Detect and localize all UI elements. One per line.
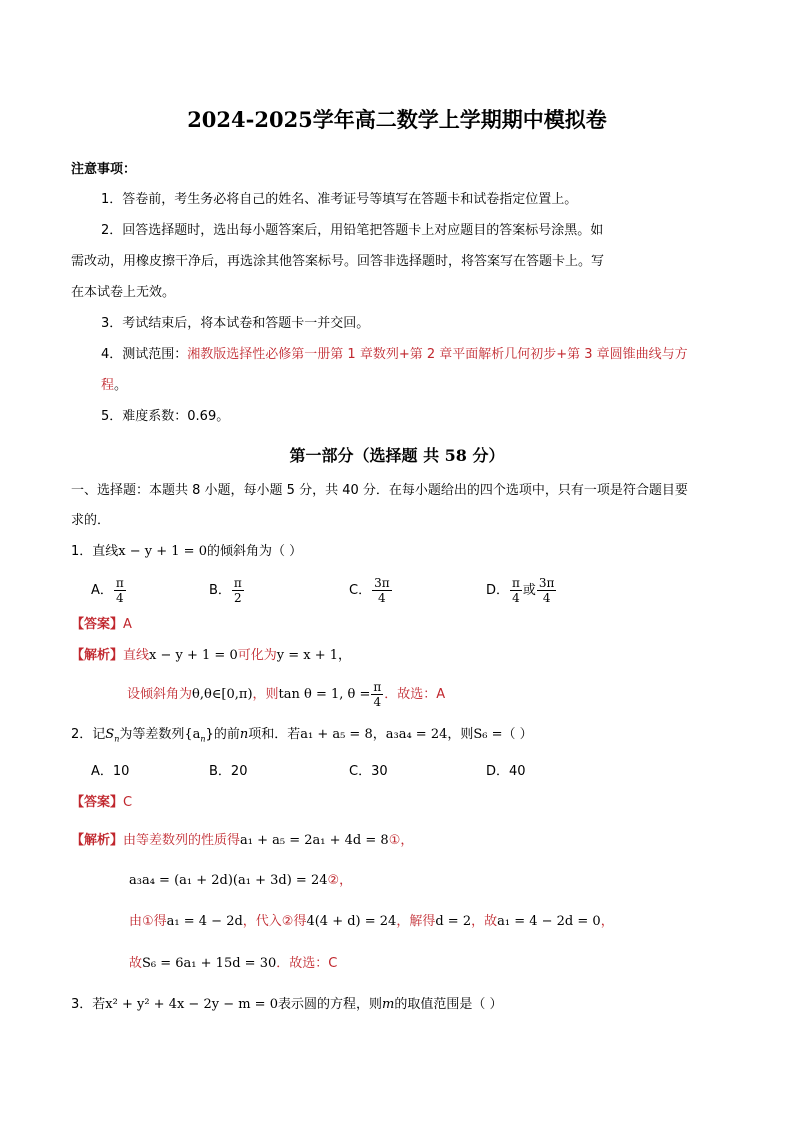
text: ．故选：C — [276, 956, 338, 971]
q1-analysis-line-2 — [127, 680, 445, 709]
math: y = x + 1 — [276, 648, 339, 663]
notice-item-4-line-2 — [101, 378, 127, 394]
text: 由①得 — [129, 914, 167, 929]
math: m — [382, 997, 395, 1012]
text: ，故 — [471, 914, 498, 929]
q1-option-d-fraction-1 — [510, 576, 522, 605]
notice-item-4-line-1 — [101, 347, 688, 363]
q2-option-b: B．20 — [209, 764, 248, 779]
fraction-numerator: π — [512, 576, 520, 590]
q1-analysis-line-1 — [71, 648, 351, 664]
math: a₁ = 4 − 2d — [166, 914, 243, 929]
text: ，代入②得 — [242, 914, 307, 929]
q1-answer — [71, 617, 132, 633]
fraction-numerator: 3π — [374, 576, 390, 590]
text: （ ） — [502, 727, 533, 742]
math: a₁ + a₅ = 8 — [300, 727, 373, 742]
answer-label: 【答案】 — [71, 617, 124, 632]
notice-item-4-scope-end: 程 — [101, 378, 115, 393]
q1-option-c-label: C． — [349, 583, 372, 598]
math: θ,θ∈[0,π) — [192, 687, 253, 702]
q3-stem — [71, 997, 502, 1013]
notice-item-3: 3．考试结束后，将本试卷和答题卡一并交回。 — [101, 316, 370, 331]
notice-item-4-end: 。 — [114, 378, 128, 393]
q1-option-c-fraction — [372, 576, 392, 605]
fraction-numerator: 3π — [538, 576, 555, 590]
q2-option-c: C．30 — [349, 764, 388, 779]
q1-option-b — [209, 576, 245, 605]
q2-option-a: A．10 — [91, 764, 130, 779]
q1-stem — [71, 544, 302, 560]
text: ，则 — [447, 727, 474, 742]
text: 表示圆的方程，则 — [277, 997, 382, 1012]
q1-suffix: 的倾斜角为（ ） — [206, 544, 303, 559]
q1-option-a-fraction — [114, 576, 126, 605]
math: a₁ + a₅ = 2a₁ + 4d = 8 — [240, 833, 389, 848]
text: 可化为 — [237, 648, 277, 663]
fraction-numerator: π — [115, 576, 124, 590]
q2-stem — [71, 727, 533, 748]
notice-item-2-line-2: 需改动，用橡皮擦干净后，再选涂其他答案标号。回答非选择题时，将答案写在答题卡上。写 — [71, 254, 605, 269]
text: 故 — [129, 956, 143, 971]
q2-analysis-line-2 — [129, 873, 352, 889]
q1-option-d — [486, 576, 557, 605]
text: ， — [372, 727, 386, 742]
q1-option-b-label: B． — [209, 583, 231, 598]
fraction-numerator: π — [233, 576, 242, 590]
marker-1: ① — [388, 833, 401, 848]
marker-2: ② — [327, 873, 340, 888]
text: 的取值范围是（ ） — [394, 997, 503, 1012]
math: S — [105, 727, 115, 742]
math: n — [239, 727, 249, 742]
part1-intro-line-1: 一、选择题：本题共 8 小题，每小题 5 分，共 40 分．在每小题给出的四个选项中，只有一项是符合题目要 — [71, 483, 688, 498]
text: ， — [600, 914, 614, 929]
fraction-denominator: 4 — [542, 591, 551, 605]
notice-item-1: 1．答卷前，考生务必将自己的姓名、准考证号等填写在答题卡和试卷指定位置上。 — [101, 192, 578, 207]
q1-option-a — [91, 576, 127, 605]
math: a₃a₄ = 24 — [385, 727, 448, 742]
fraction-denominator: 4 — [378, 591, 386, 605]
q1-answer-value: A — [123, 617, 132, 632]
math: a₃a₄ = (a₁ + 2d)(a₁ + 3d) = 24 — [129, 873, 328, 888]
text: 项和．若 — [248, 727, 301, 742]
math: {a — [184, 727, 201, 742]
text: ，则 — [252, 687, 279, 702]
q2-analysis-line-4 — [129, 956, 337, 972]
q1-option-d-label: D． — [486, 583, 510, 598]
q2-answer — [71, 795, 132, 811]
text: ， — [338, 648, 352, 663]
q1-prefix: 1．直线 — [71, 544, 119, 559]
notice-item-2-line-3: 在本试卷上无效。 — [71, 285, 176, 300]
math: tan θ = 1, θ = — [278, 687, 371, 702]
q2-analysis-line-1 — [71, 833, 413, 849]
answer-label: 【答案】 — [71, 795, 124, 810]
part1-heading: 第一部分（选择题 共 58 分） — [289, 446, 505, 465]
notice-item-5: 5．难度系数：0.69。 — [101, 409, 230, 424]
q1-option-a-label: A． — [91, 583, 113, 598]
q2-answer-value: C — [123, 795, 133, 810]
q1-option-d-or: 或 — [522, 583, 536, 598]
text: 2．记 — [71, 727, 106, 742]
text: ．故选：A — [384, 687, 446, 702]
math: x² + y² + 4x − 2y − m = 0 — [105, 997, 278, 1012]
math: 4(4 + d) = 24 — [306, 914, 397, 929]
text: 3．若 — [71, 997, 106, 1012]
math: x − y + 1 = 0 — [149, 648, 238, 663]
text: ， — [400, 833, 414, 848]
notice-item-4-prefix: 4．测试范围： — [101, 347, 188, 362]
math: a₁ = 4 − 2d = 0 — [497, 914, 601, 929]
fraction-numerator: π — [373, 680, 382, 694]
q2-analysis-line-3 — [129, 914, 614, 930]
q1-option-d-fraction-2 — [537, 576, 557, 605]
text: 直线 — [123, 648, 150, 663]
analysis-label: 【解析】 — [71, 833, 124, 848]
text: ，解得 — [396, 914, 436, 929]
fraction-denominator: 2 — [234, 591, 242, 605]
text: 设倾斜角为 — [127, 687, 193, 702]
subscript-n: n — [114, 734, 120, 744]
math: d = 2 — [435, 914, 472, 929]
fraction-denominator: 4 — [116, 591, 124, 605]
math: S₆ = — [473, 727, 503, 742]
q1-option-b-fraction — [232, 576, 244, 605]
fraction-denominator: 4 — [373, 695, 382, 709]
page-title: 2024-2025学年高二数学上学期期中模拟卷 — [187, 107, 607, 132]
notice-item-4-scope: 湘教版选择性必修第一册第 1 章数列+第 2 章平面解析几何初步+第 3 章圆锥曲线与方 — [187, 347, 688, 362]
notice-item-2-line-1: 2．回答选择题时，选出每小题答案后，用铅笔把答题卡上对应题目的答案标号涂黑。如 — [101, 223, 604, 238]
part1-intro-line-2: 求的． — [71, 513, 111, 528]
notice-heading: 注意事项： — [71, 162, 137, 177]
q2-option-d: D．40 — [486, 764, 526, 779]
q1-equation: x − y + 1 = 0 — [118, 544, 207, 559]
text: 为等差数列 — [119, 727, 185, 742]
subscript-n: n — [200, 734, 206, 744]
text: }的前 — [205, 727, 240, 742]
text: 由等差数列的性质得 — [123, 833, 241, 848]
q1-option-c — [349, 576, 393, 605]
text: ， — [339, 873, 353, 888]
fraction-denominator: 4 — [512, 591, 520, 605]
analysis-label: 【解析】 — [71, 648, 124, 663]
math: S₆ = 6a₁ + 15d = 30 — [142, 956, 277, 971]
q1-analysis-fraction — [371, 680, 383, 709]
